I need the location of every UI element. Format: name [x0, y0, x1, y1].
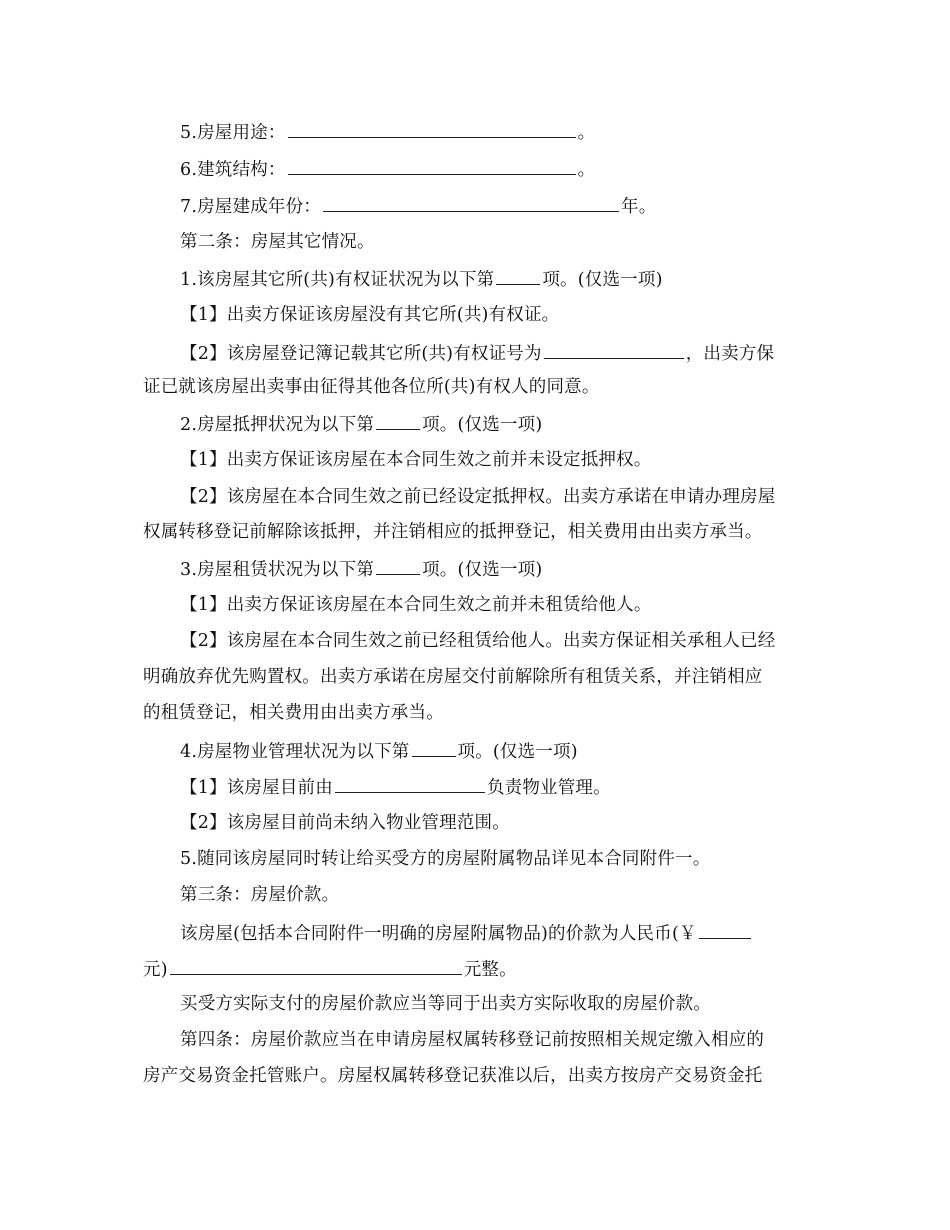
- article-4-line-1: 第四条：房屋价款应当在申请房屋权属转移登记前按照相关规定缴入相应的: [180, 1030, 765, 1050]
- q1-choice-blank[interactable]: [496, 265, 540, 285]
- q1-end: 项。(仅选一项): [542, 270, 663, 290]
- q4-label: 4.房屋物业管理状况为以下第: [180, 742, 410, 762]
- price-uppercase-blank[interactable]: [170, 955, 462, 975]
- item-5-label: 5.房屋用途：: [180, 123, 286, 143]
- question-4: [180, 737, 820, 763]
- usage-blank[interactable]: [288, 118, 576, 138]
- q1-label: 1.该房屋其它所(共)有权证状况为以下第: [180, 270, 495, 290]
- price-line-3: 买受方实际支付的房屋价款应当等同于出卖方实际收取的房屋价款。: [180, 994, 711, 1014]
- q3-option-1: 【1】出卖方保证该房屋在本合同生效之前并未租赁给他人。: [180, 595, 652, 615]
- question-2: [180, 410, 820, 436]
- q1-opt2-text: 【2】该房屋登记簿记载其它所(共)有权证号为: [180, 344, 542, 364]
- price-text: 该房屋(包括本合同附件一明确的房屋附属物品)的价款为人民币(￥: [180, 924, 697, 944]
- q4-opt1-end: 负责物业管理。: [486, 778, 611, 798]
- q2-label: 2.房屋抵押状况为以下第: [180, 415, 375, 435]
- q1-option-1: 【1】出卖方保证该房屋没有其它所(共)有权证。: [180, 305, 560, 325]
- item-7-label: 7.房屋建成年份：: [180, 197, 321, 217]
- certificate-number-blank[interactable]: [544, 339, 684, 359]
- question-1: [180, 265, 820, 291]
- q3-option-2: 【2】该房屋在本合同生效之前已经租赁给他人。出卖方保证相关承租人已经: [180, 631, 776, 651]
- structure-blank[interactable]: [288, 155, 576, 175]
- q3-end: 项。(仅选一项): [422, 560, 543, 580]
- q2-end: 项。(仅选一项): [422, 415, 543, 435]
- price-yuan-open: 元): [143, 960, 168, 980]
- q2-option-2: 【2】该房屋在本合同生效之前已经设定抵押权。出卖方承诺在申请办理房屋: [180, 487, 776, 507]
- q1-option-2: [180, 339, 820, 365]
- price-number-blank[interactable]: [699, 919, 751, 939]
- q2-option-1: 【1】出卖方保证该房屋在本合同生效之前并未设定抵押权。: [180, 450, 652, 470]
- price-line-2: [143, 955, 818, 981]
- question-3: [180, 555, 820, 581]
- q1-option-2-cont: 证已就该房屋出卖事由征得其他各位所(共)有权人的同意。: [143, 377, 600, 397]
- q3-label: 3.房屋租赁状况为以下第: [180, 560, 375, 580]
- item-7-end: 年。: [621, 197, 657, 217]
- q4-choice-blank[interactable]: [412, 737, 456, 757]
- item-5-usage: [180, 118, 820, 144]
- q4-option-2: 【2】该房屋目前尚未纳入物业管理范围。: [180, 813, 510, 833]
- price-line-1: [180, 919, 820, 945]
- item-7-year: [180, 192, 820, 218]
- q3-option-2-cont-1: 明确放弃优先购置权。出卖方承诺在房屋交付前解除所有租赁关系，并注销相应: [143, 667, 763, 687]
- q2-option-2-cont: 权属转移登记前解除该抵押，并注销相应的抵押登记，相关费用由出卖方承当。: [143, 522, 763, 542]
- question-5: 5.随同该房屋同时转让给买受方的房屋附属物品详见本合同附件一。: [180, 849, 711, 869]
- year-blank[interactable]: [323, 192, 619, 212]
- item-5-end: 。: [577, 123, 596, 143]
- price-yuan-end: 元整。: [463, 960, 517, 980]
- item-6-structure: [180, 155, 820, 181]
- q3-choice-blank[interactable]: [376, 555, 420, 575]
- item-6-end: 。: [577, 160, 596, 180]
- q4-opt1-text: 【1】该房屋目前由: [180, 778, 333, 798]
- q3-option-2-cont-2: 的租赁登记，相关费用由出卖方承当。: [143, 703, 444, 723]
- article-3-title: 第三条：房屋价款。: [180, 885, 340, 905]
- q2-choice-blank[interactable]: [376, 410, 420, 430]
- q4-end: 项。(仅选一项): [457, 742, 578, 762]
- article-2-title: 第二条：房屋其它情况。: [180, 232, 375, 252]
- item-6-label: 6.建筑结构：: [180, 160, 286, 180]
- q4-option-1: [180, 773, 820, 799]
- q1-opt2-end: ，出卖方保: [685, 344, 775, 364]
- article-4-line-2: 房产交易资金托管账户。房屋权属转移登记获准以后，出卖方按房产交易资金托: [143, 1066, 763, 1086]
- property-manager-blank[interactable]: [335, 773, 485, 793]
